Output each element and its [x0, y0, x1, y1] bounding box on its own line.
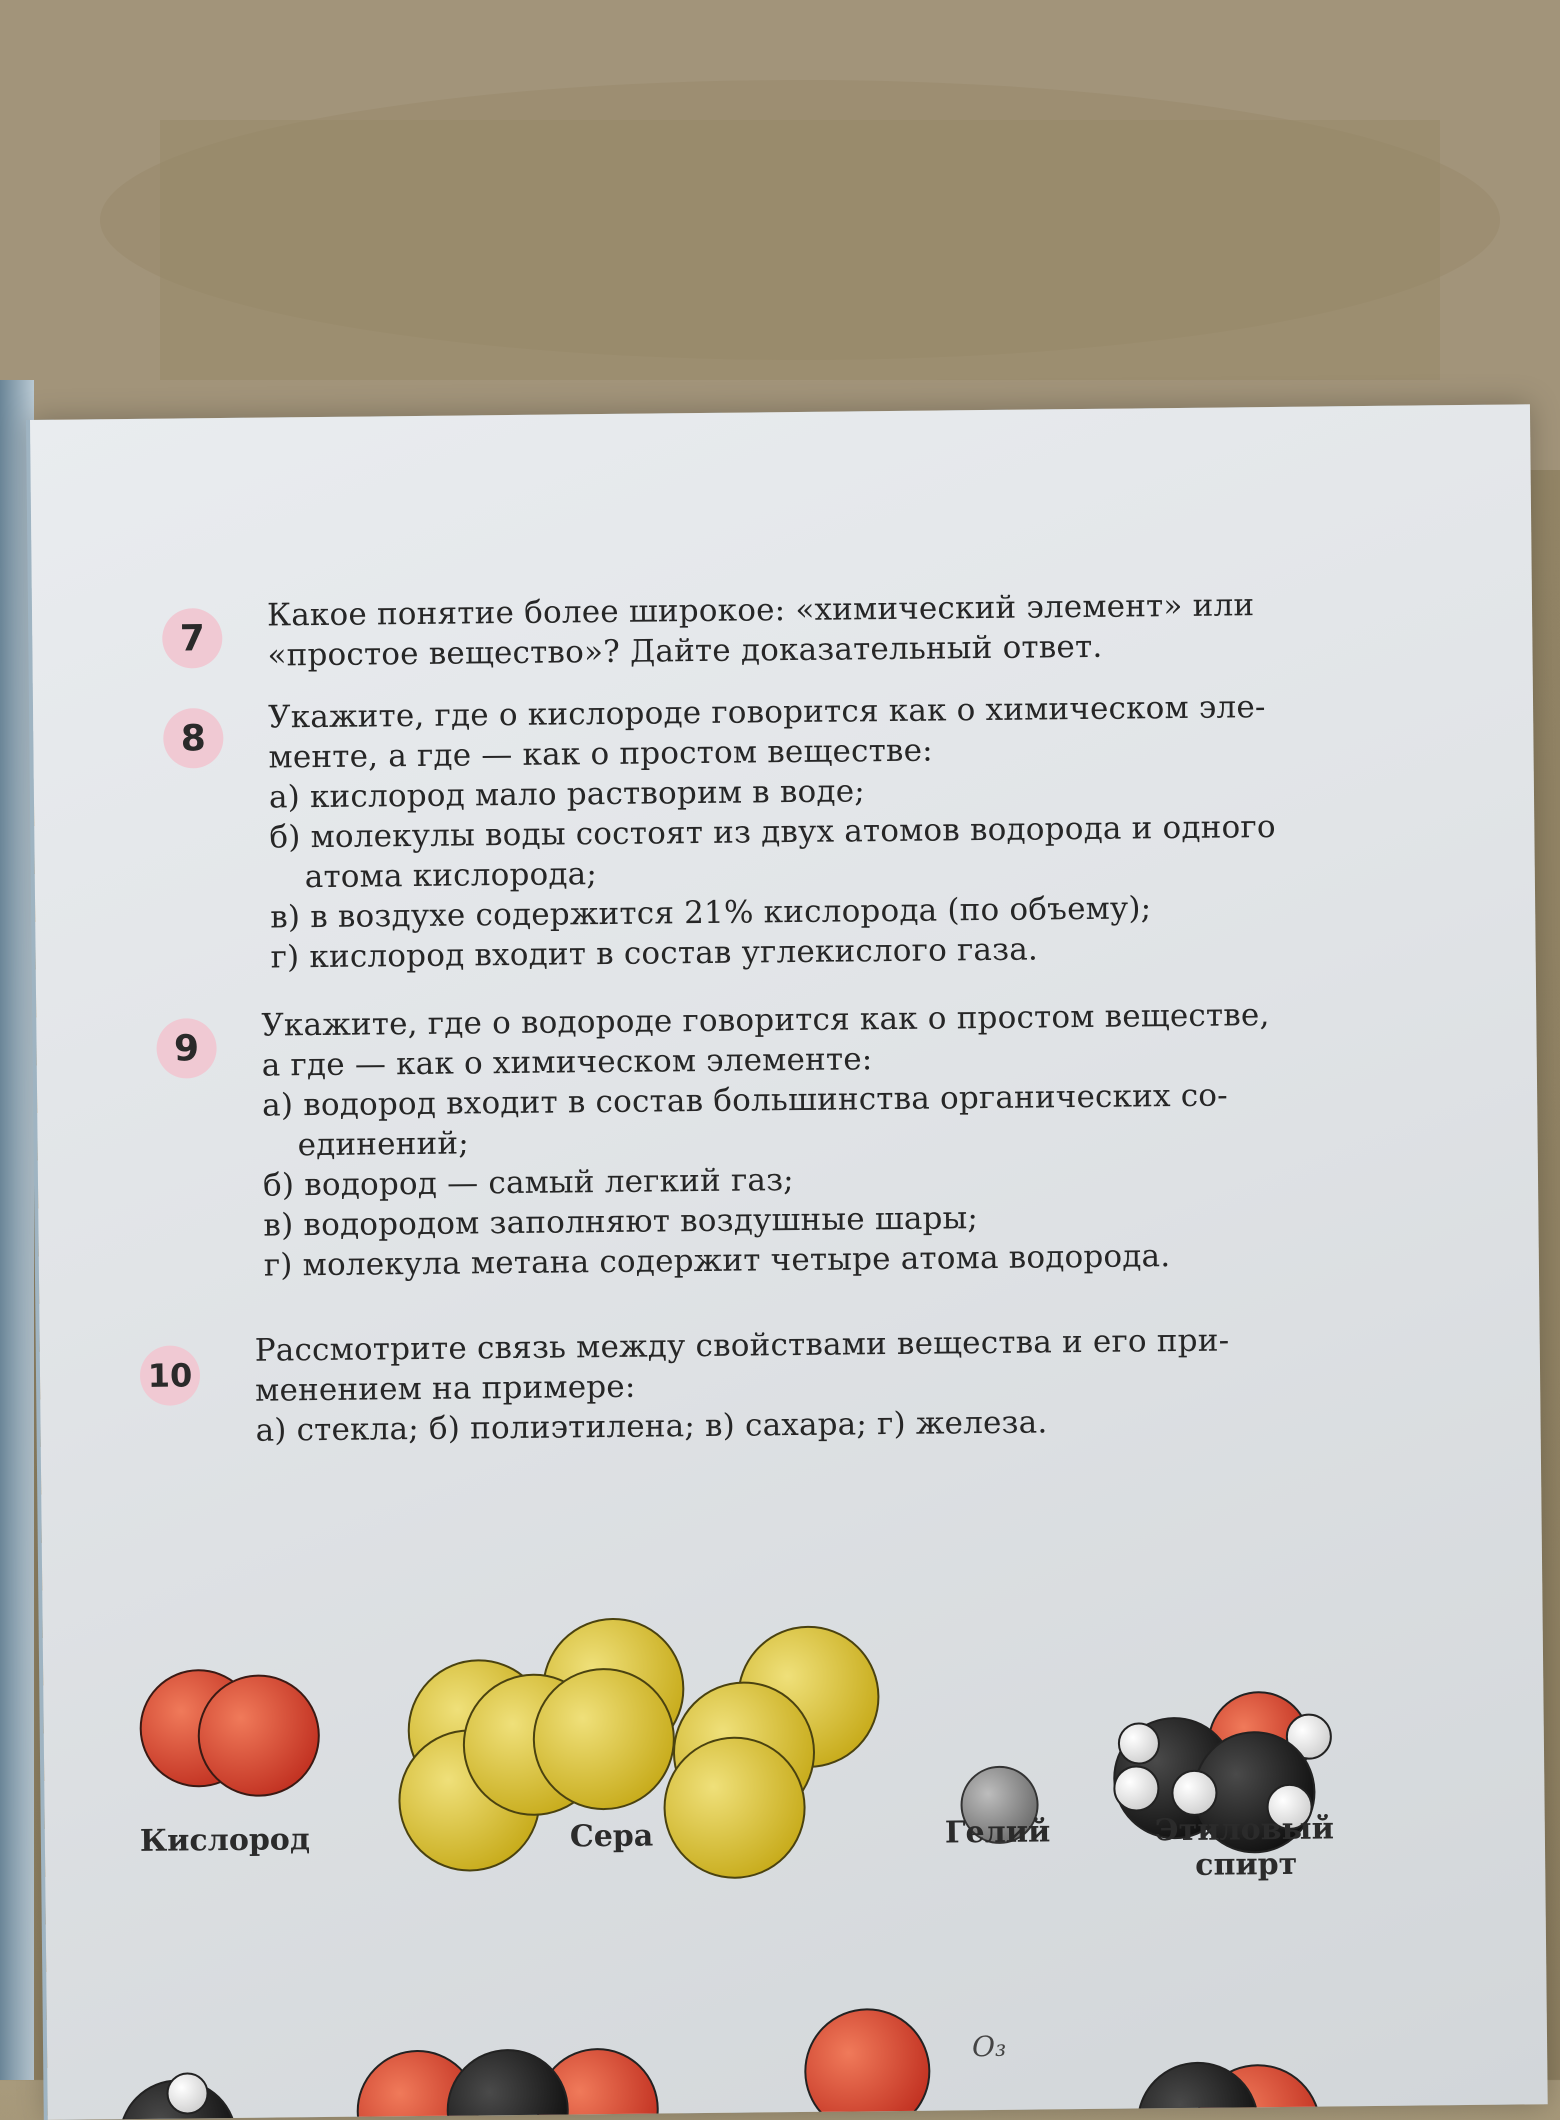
- task-text-line: а) водород входит в состав большинства органических со-: [262, 1077, 1229, 1124]
- task-text-line: Укажите, где о водороде говорится как о простом веществе,: [261, 997, 1270, 1044]
- task-number-badge: 8: [163, 708, 224, 769]
- task-text-line: г) молекула метана содержит четыре атома водорода.: [263, 1238, 1171, 1284]
- task-number-badge: 9: [156, 1018, 217, 1079]
- task-number-badge: 7: [162, 608, 223, 669]
- task-text-line: а) кислород мало растворим в воде;: [268, 773, 866, 816]
- task-text-line: б) водород — самый легкий газ;: [262, 1162, 795, 1204]
- carbon-dioxide-molecule: [357, 2049, 658, 2120]
- task-text-line: в) в воздухе содержится 21% кислорода (по объему);: [270, 890, 1152, 936]
- task-text-line: единений;: [297, 1125, 470, 1164]
- handwritten-note: O₃: [971, 2029, 1007, 2064]
- ethanol-label-line-2: спирт: [1195, 1846, 1298, 1883]
- sulfur-label: Сера: [569, 1818, 654, 1855]
- task-text-line: менте, а где — как о простом веществе:: [268, 732, 933, 776]
- oxygen-molecule: [140, 1669, 319, 1797]
- task-text-line: б) молекулы воды состоят из двух атомов водорода и одного: [269, 808, 1276, 856]
- task-text-line: Укажите, где о кислороде говорится как о химическом эле-: [267, 689, 1266, 736]
- table-background: [0, 0, 1560, 470]
- task-text-line: Какое понятие более широкое: «химический элемент» или: [266, 587, 1255, 634]
- task-text-line: г) кислород входит в состав углекислого газа.: [270, 931, 1039, 976]
- task-text-line: Рассмотрите связь между свойствами вещества и его при-: [254, 1322, 1230, 1369]
- task-text-line: в) водородом заполняют воздушные шары;: [263, 1200, 979, 1244]
- task-text-line: а где — как о химическом элементе:: [261, 1041, 873, 1084]
- book-edge: [0, 380, 34, 2080]
- task-number-badge: 10: [140, 1345, 201, 1406]
- task-text-line: атома кислорода;: [304, 856, 598, 896]
- ozone-molecule: [745, 2008, 991, 2120]
- ethanol-label-line-1: Этиловый: [1154, 1811, 1335, 1849]
- carbon-monoxide-molecule: [1137, 2062, 1320, 2120]
- oxygen-label: Кислород: [139, 1822, 311, 1859]
- task-text-line: а) стекла; б) полиэтилена; в) сахара; г) железа.: [255, 1404, 1048, 1449]
- task-text-line: менением на примере:: [254, 1368, 636, 1409]
- helium-label: Гелий: [944, 1814, 1051, 1851]
- task-text-line: «простое вещество»? Дайте доказательный ответ.: [267, 628, 1103, 674]
- textbook-page: [30, 404, 1548, 2120]
- molecule-models: [30, 404, 1548, 2120]
